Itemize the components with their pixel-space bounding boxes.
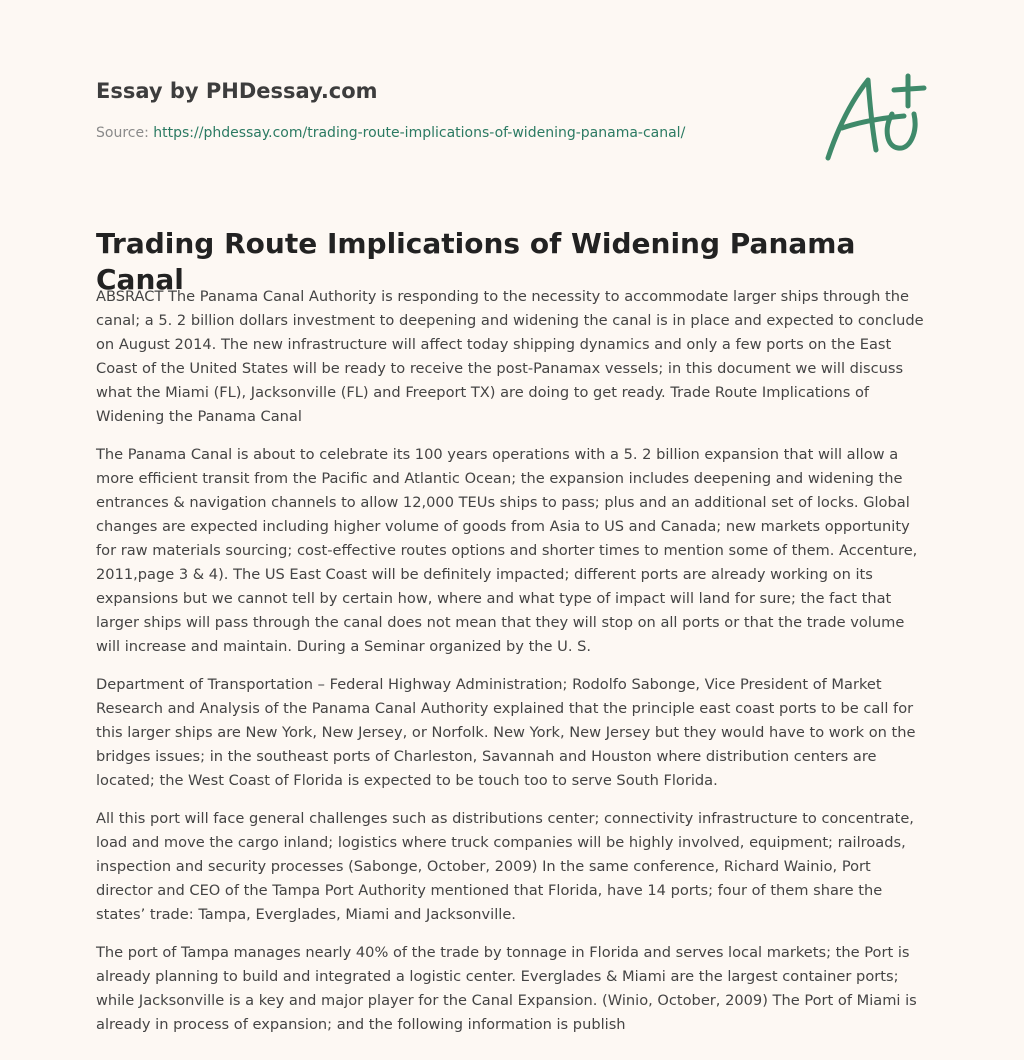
page-header — [96, 78, 796, 142]
source-link[interactable]: https://phdessay.com/trading-route-implications-of-widening-panama-canal/ — [153, 125, 686, 141]
paragraph: The Panama Canal is about to celebrate its 100 years operations with a 5. 2 billion expansion that will allow a more efficient transit from the Pacific and Atlantic Ocean; the expansion includes deepening and widening the entrances & navigation channels to allow 12,000 TEUs ships to pass; plus and an additional set of locks. Global changes are expected including higher volume of goods from Asia to US and Canada; new markets opportunity for raw materials sourcing; cost-effective routes options and shorter times to mention some of them. Accenture, 2011,page 3 & 4). The US East Coast will be definitely impacted; different ports are already working on its expansions but we cannot tell by certain how, where and what type of impact will land for sure; the fact that larger ships will pass through the canal does not mean that they will stop on all ports or that the trade volume will increase and maintain. During a Seminar organized by the U. S. — [96, 446, 918, 655]
paragraph: ABSRACT The Panama Canal Authority is responding to the necessity to accommodate larger ships through the canal; a 5. 2 billion dollars investment to deepening and widening the canal is in place and expected to conclude on August 2014. The new infrastructure will affect today shipping dynamics and only a few ports on the East Coast of the United States will be ready to receive the post-Panamax vessels; in this document we will discuss what the Miami (FL), Jacksonville (FL) and Freeport TX) are doing to get ready. Trade Route Implications of Widening the Panama Canal — [96, 288, 924, 425]
paragraph: The port of Tampa manages nearly 40% of the trade by tonnage in Florida and serves local markets; the Port is already planning to build and integrated a logistic center. Everglades & Miami are the largest container ports; while Jacksonville is a key and major player for the Canal Expansion. (Winio, October, 2009) The Port of Miami is already in process of expansion; and the following information is publish — [96, 944, 917, 1033]
article-title: Trading Route Implications of Widening Panama Canal — [96, 227, 856, 296]
site-brand: Essay by PHDessay.com — [96, 79, 378, 103]
article-body — [96, 285, 930, 1051]
paragraph: All this port will face general challenges such as distributions center; connectivity infrastructure to concentrate, load and move the cargo inland; logistics where truck companies will be highly involved, equipment; railroads, inspection and security processes (Sabonge, October, 2009) In the same conference, Richard Wainio, Port director and CEO of the Tampa Port Authority mentioned that Florida, have 14 ports; four of them share the states’ trade: Tampa, Everglades, Miami and Jacksonville. — [96, 810, 914, 923]
a-plus-grade-icon — [820, 66, 930, 166]
paragraph: Department of Transportation – Federal Highway Administration; Rodolfo Sabonge, Vice President of Market Research and Analysis of the Panama Canal Authority explained that the principle east coast ports to be call for this larger ships are New York, New Jersey, or Norfolk. New York, New Jersey but they would have to work on the bridges issues; in the southeast ports of Charleston, Savannah and Houston where distribution centers are located; the West Coast of Florida is expected to be touch too to serve South Florida. — [96, 676, 916, 789]
source-line — [96, 124, 796, 142]
source-label: Source: — [96, 125, 149, 141]
